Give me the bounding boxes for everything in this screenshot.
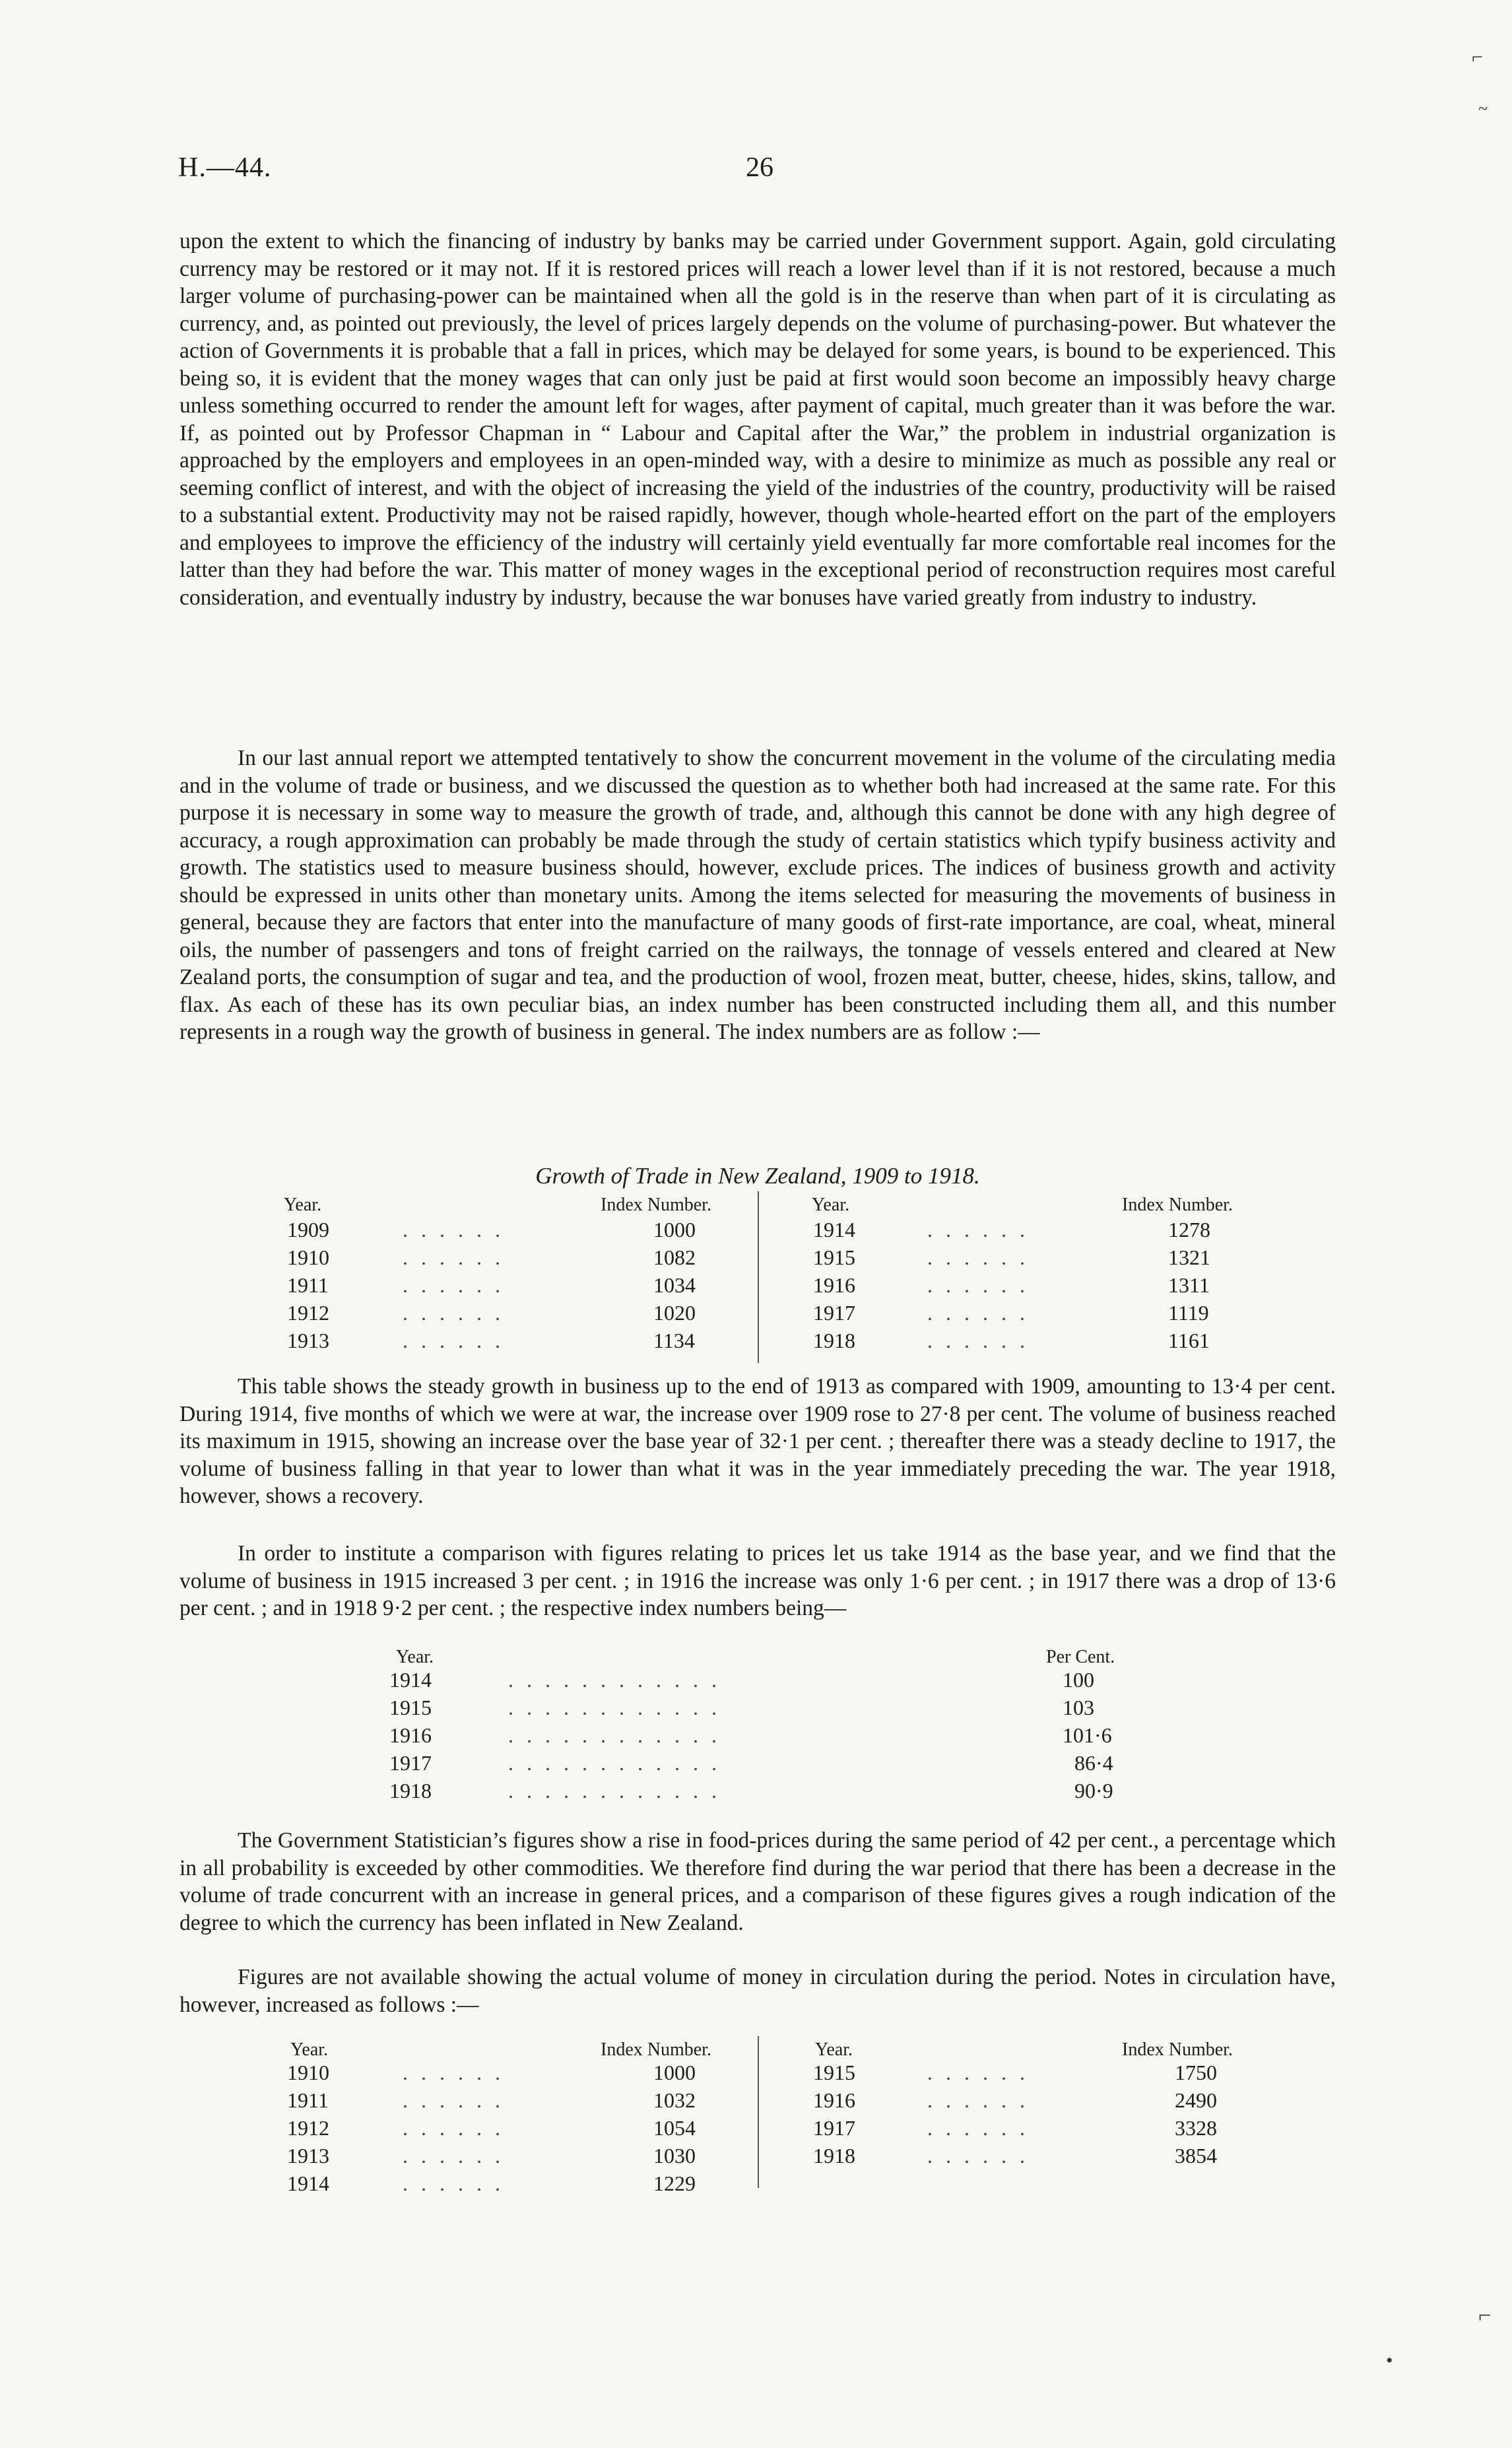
leader-dots: . . . . . . . . . . . . <box>508 1696 721 1719</box>
table-row <box>0 1696 1512 1722</box>
index-cell: 1054 <box>653 2116 696 2140</box>
paragraph-text: Figures are not available showing the actual volume of money in circulation during the period. Notes in circulation have, however, increased as follows :— <box>180 1965 1336 2017</box>
page-number: 26 <box>746 152 773 183</box>
year-cell: 1912 <box>287 2116 329 2140</box>
index-cell: 1134 <box>653 1329 695 1352</box>
leader-dots: . . . . . . <box>403 2171 504 2195</box>
index-cell: 1119 <box>1168 1301 1209 1325</box>
leader-dots: . . . . . . <box>927 1218 1029 1241</box>
leader-dots: . . . . . . <box>403 2061 504 2084</box>
scan-mark: ~ <box>1478 99 1488 118</box>
leader-dots: . . . . . . <box>403 1218 504 1241</box>
leader-dots: . . . . . . <box>403 1245 504 1269</box>
year-cell: 1918 <box>813 2144 855 2167</box>
table-row <box>0 2144 1512 2170</box>
year-cell: 1916 <box>813 2088 855 2112</box>
year-cell: 1911 <box>287 1273 329 1297</box>
scan-mark: ⌐ <box>1478 2303 1492 2328</box>
year-cell: 1915 <box>389 1696 432 1719</box>
leader-dots: . . . . . . . . . . . . <box>508 1668 721 1692</box>
percent-cell: 90·9 <box>1074 1779 1113 1803</box>
table-row <box>0 1245 1512 1272</box>
paragraph-text: In order to institute a comparison with figures relating to prices let us take 1914 as the base year, and we find that the volume of business in 1915 increased 3 per cent. ; in 1916 the increase was only 1·6 per cent. ; in 1917 there was a drop of 13·6 per cent. ; and in 1918 9·2 per cent. ; the respective index numbers being— <box>180 1541 1336 1620</box>
table-row <box>0 1668 1512 1694</box>
year-cell: 1918 <box>389 1779 432 1803</box>
year-cell: 1915 <box>813 1245 855 1269</box>
year-cell: 1917 <box>389 1751 432 1775</box>
leader-dots: . . . . . . . . . . . . <box>508 1779 721 1803</box>
paragraph-text: In our last annual report we attempted tentatively to show the concurrent movement in the volume of the circulating media and in the volume of trade or business, and we discussed the question as to whether both had increased at the same rate. For this purpose it is necessary in some way to measure the growth of trade, and, although this cannot be done with any high degree of accuracy, a rough approximation can probably be made through the study of certain statistics which typify business activity and growth. The statistics used to measure business should, however, exclude prices. The indices of business growth and activity should be expressed in units other than monetary units. Among the items selected for measuring the movements of business in general, because they are factors that enter into the manufacture of many goods of first-rate importance, are coal, wheat, mineral oils, the number of passengers and tons of freight carried on the railways, the tonnage of vessels entered and cleared at New Zealand ports, the consumption of sugar and tea, and the production of wool, frozen meat, butter, cheese, hides, skins, tallow, and flax. As each of these has its own peculiar bias, an index number has been constructed including them all, and this number represents in a rough way the growth of business in general. The index numbers are as follow :— <box>180 746 1336 1044</box>
column-header-year: Year. <box>815 2039 853 2060</box>
leader-dots: . . . . . . <box>927 1301 1029 1325</box>
year-cell: 1917 <box>813 2116 855 2140</box>
column-header-percent: Per Cent. <box>1046 1647 1115 1667</box>
table-row <box>0 1779 1512 1805</box>
year-cell: 1913 <box>287 1329 329 1352</box>
index-cell: 1311 <box>1168 1273 1210 1297</box>
leader-dots: . . . . . . <box>403 1273 504 1297</box>
table-row <box>0 1329 1512 1355</box>
paragraph-text: This table shows the steady growth in business up to the end of 1913 as compared with 1909, amounting to 13·4 per cent. During 1914, five months of which we were at war, the increase over 1909 rose to 27·8 per cent. The volume of business reached its maximum in 1915, showing an increase over the base year of 32·1 per cent. ; thereafter there was a steady decline to 1917, the volume of business falling in that year to lower than what it was in the year immediately preceding the war. The year 1918, however, shows a recovery. <box>180 1374 1336 1508</box>
table-row <box>0 1273 1512 1300</box>
leader-dots: . . . . . . <box>403 2144 504 2167</box>
leader-dots: . . . . . . <box>927 2116 1029 2140</box>
year-cell: 1915 <box>813 2061 855 2084</box>
percent-cell: 86·4 <box>1074 1751 1113 1775</box>
percent-cell: 100 <box>1063 1668 1094 1692</box>
year-cell: 1911 <box>287 2088 329 2112</box>
year-cell: 1910 <box>287 2061 329 2084</box>
paragraph-2 <box>180 744 1336 1046</box>
paragraph-text: The Government Statistician’s figures show a rise in food-prices during the same period of 42 per cent., a percentage which in all probability is exceeded by other commodities. We therefore find during the war period that there has been a decrease in the volume of trade concurrent with an increase in general prices, and a comparison of these figures gives a rough indication of the degree to which the currency has been inflated in New Zealand. <box>180 1828 1336 1935</box>
leader-dots: . . . . . . <box>927 2061 1029 2084</box>
year-cell: 1909 <box>287 1218 329 1241</box>
leader-dots: . . . . . . <box>927 2144 1029 2167</box>
index-cell: 1278 <box>1168 1218 1210 1241</box>
table-row <box>0 2171 1512 2198</box>
table-row <box>0 2061 1512 2087</box>
table-row <box>0 2116 1512 2142</box>
year-cell: 1913 <box>287 2144 329 2167</box>
index-cell: 1000 <box>653 2061 696 2084</box>
column-header-index: Index Number. <box>1122 2039 1233 2060</box>
year-cell: 1912 <box>287 1301 329 1325</box>
index-cell: 3328 <box>1175 2116 1217 2140</box>
percent-cell: 103 <box>1063 1696 1094 1719</box>
paragraph-3 <box>180 1373 1336 1510</box>
index-cell: 2490 <box>1175 2088 1217 2112</box>
paragraph-5 <box>180 1827 1336 1936</box>
column-header-index: Index Number. <box>601 1195 711 1215</box>
column-header-year: Year. <box>396 1647 434 1667</box>
scan-mark: • <box>1386 2350 1393 2371</box>
table-row <box>0 1723 1512 1750</box>
index-cell: 1082 <box>653 1245 696 1269</box>
leader-dots: . . . . . . <box>927 1245 1029 1269</box>
column-header-index: Index Number. <box>601 2039 711 2060</box>
index-cell: 1229 <box>653 2171 696 2195</box>
column-header-year: Year. <box>290 2039 329 2060</box>
leader-dots: . . . . . . <box>403 2088 504 2112</box>
table-row <box>0 1218 1512 1244</box>
paragraph-1 <box>180 228 1336 611</box>
page-header <box>178 152 1346 198</box>
percent-cell: 101·6 <box>1063 1723 1112 1747</box>
index-cell: 1161 <box>1168 1329 1210 1352</box>
index-cell: 3854 <box>1175 2144 1217 2167</box>
leader-dots: . . . . . . <box>927 1329 1029 1352</box>
paragraph-4 <box>180 1540 1336 1622</box>
table-row <box>0 1751 1512 1777</box>
index-cell: 1750 <box>1175 2061 1217 2084</box>
column-header-year: Year. <box>812 1195 850 1215</box>
index-cell: 1000 <box>653 1218 696 1241</box>
leader-dots: . . . . . . <box>927 2088 1029 2112</box>
index-cell: 1020 <box>653 1301 696 1325</box>
index-cell: 1030 <box>653 2144 696 2167</box>
year-cell: 1914 <box>813 1218 855 1241</box>
year-cell: 1914 <box>287 2171 329 2195</box>
document-code: H.—44. <box>178 152 272 183</box>
leader-dots: . . . . . . <box>927 1273 1029 1297</box>
year-cell: 1910 <box>287 1245 329 1269</box>
paragraph-6 <box>180 1964 1336 2018</box>
table-row <box>0 1301 1512 1327</box>
index-cell: 1034 <box>653 1273 696 1297</box>
table-caption: Growth of Trade in New Zealand, 1909 to 1918. <box>535 1163 980 1189</box>
year-cell: 1914 <box>389 1668 432 1692</box>
column-header-index: Index Number. <box>1122 1195 1233 1215</box>
year-cell: 1918 <box>813 1329 855 1352</box>
index-cell: 1321 <box>1168 1245 1210 1269</box>
column-header-year: Year. <box>284 1195 322 1215</box>
scan-mark: ⌐ <box>1472 46 1483 68</box>
year-cell: 1916 <box>813 1273 855 1297</box>
leader-dots: . . . . . . <box>403 1301 504 1325</box>
table-row <box>0 2088 1512 2115</box>
leader-dots: . . . . . . . . . . . . <box>508 1751 721 1775</box>
leader-dots: . . . . . . . . . . . . <box>508 1723 721 1747</box>
leader-dots: . . . . . . <box>403 2116 504 2140</box>
year-cell: 1916 <box>389 1723 432 1747</box>
paragraph-text: upon the extent to which the financing of industry by banks may be carried under Government support. Again, gold circulating currency may be restored or it may not. If it is restored prices will reach a lower level than if it is not restored, because a much larger volume of purchasing-power can be maintained when all the gold is in the reserve than when part of it is circulating as currency, and, as pointed out previously, the level of prices largely depends on the volume of purchasing-power. But whatever the action of Governments it is probable that a fall in prices, which may be delayed for some years, is bound to be experienced. This being so, it is evident that the money wages that can only just be paid at first would soon become an impossibly heavy charge unless something occurred to render the amount left for wages, after payment of capital, much greater than it was before the war. If, as pointed out by Professor Chapman in “ Labour and Capital after the War,” the problem in industrial organization is approached by the employers and employees in an open-minded way, with a desire to minimize as much as possible any real or seeming conflict of interest, and with the object of increasing the yield of the industries of the country, productivity will be raised to a substantial extent. Productivity may not be raised rapidly, however, though whole-hearted effort on the part of the employers and employees to improve the efficiency of the industry will certainly yield eventually far more comfortable real incomes for the latter than they had before the war. This matter of money wages in the exceptional period of reconstruction requires most careful consideration, and eventually industry by industry, because the war bonuses have varied greatly from industry to industry. <box>180 229 1336 610</box>
year-cell: 1917 <box>813 1301 855 1325</box>
index-cell: 1032 <box>653 2088 696 2112</box>
leader-dots: . . . . . . <box>403 1329 504 1352</box>
